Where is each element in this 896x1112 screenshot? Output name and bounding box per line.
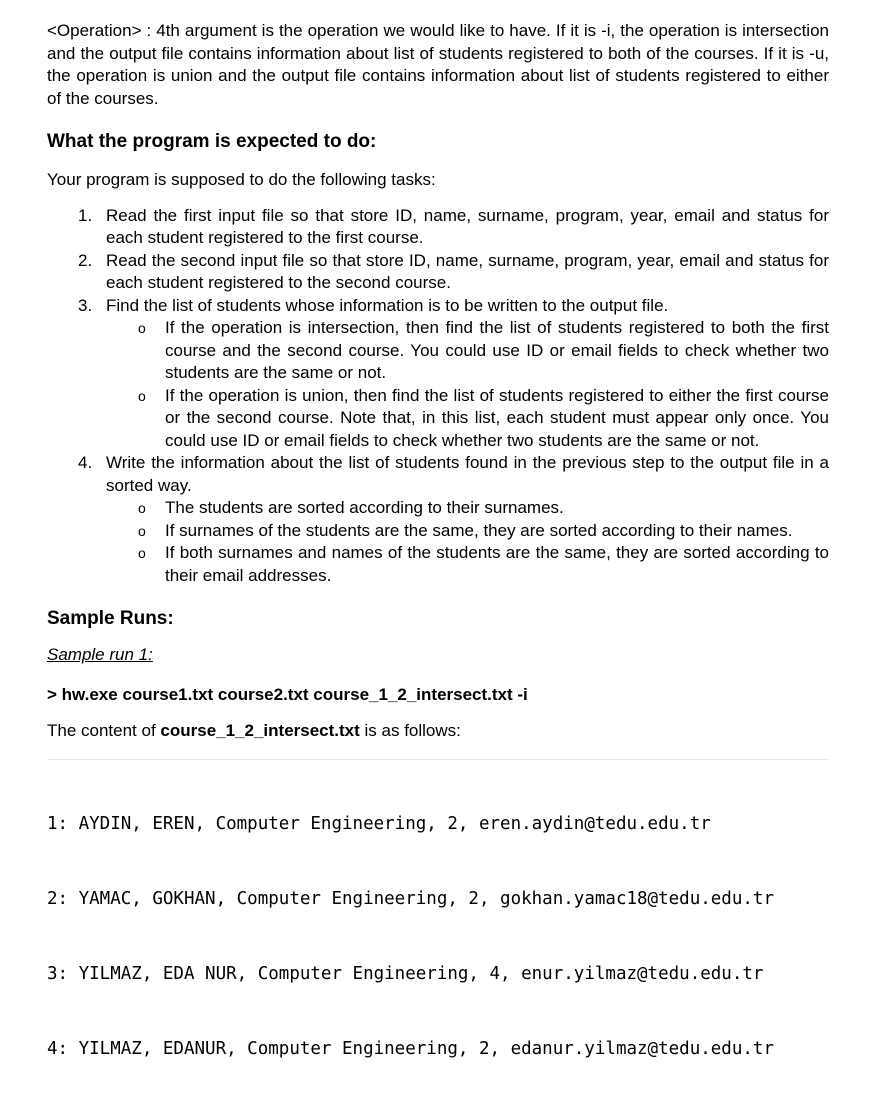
intro-paragraph: <Operation> : 4th argument is the operation we would like to have. If it is -i, the operation is intersection and the output file contains information about list of students registered to both of the courses. If it is -u, the operation is union and the output file contains information about list of students registered to either of the courses. (47, 21, 829, 108)
sub-item: o If surnames of the students are the same, they are sorted according to their names. (106, 520, 829, 543)
output-line: 1: AYDIN, EREN, Computer Engineering, 2, eren.aydin@tedu.edu.tr (47, 813, 711, 834)
task-item: 2. Read the second input file so that store ID, name, surname, program, year, email and status for each student registered to the second course. (78, 250, 829, 292)
output-file-content (47, 759, 829, 1112)
output-line: 2: YAMAC, GOKHAN, Computer Engineering, 2, gokhan.yamac18@tedu.edu.tr (47, 888, 774, 909)
task-text: Find the list of students whose information is to be written to the output file. (106, 295, 669, 315)
output-line: 3: YILMAZ, EDA NUR, Computer Engineering, 4, enur.yilmaz@tedu.edu.tr (47, 963, 764, 984)
output-line: 4: YILMAZ, EDANUR, Computer Engineering, 2, edanur.yilmaz@tedu.edu.tr (47, 1038, 774, 1059)
section-title: What the program is expected to do: (47, 131, 377, 152)
document-page (47, 20, 829, 1112)
circle-bullet-icon: o (138, 545, 146, 561)
task-text: Write the information about the list of students found in the previous step to the output file in a sorted way. (106, 453, 829, 495)
task-list (47, 205, 829, 588)
circle-bullet-icon: o (138, 320, 146, 336)
tasks-intro: Your program is supposed to do the following tasks: (47, 170, 436, 189)
sample-runs-title: Sample Runs: (47, 608, 174, 629)
task-item: 3. Find the list of students whose information is to be written to the output file. o If the operation is intersection, then find the list of students registered to both the first course and the second course. You could use ID or email fields to check whether two students are the same or not. o If the operation is union, then find the list of students registered to either the first course or the second course. Note that, in this list, each student must appear only once. You could use ID or email fields to check whether two students are the same or not. (47, 295, 829, 453)
circle-bullet-icon: o (138, 387, 146, 404)
task-text: Read the first input file so that store ID, name, surname, program, year, email and status for each student registered to the first course. (106, 205, 829, 247)
command-line: > hw.exe course1.txt course2.txt course_1_2_intersect.txt -i (47, 684, 528, 704)
task-item: 4. Write the information about the list of students found in the previous step to the output file in a sorted way. o The students are sorted according to their surnames. o If surnames of the students are the same, they are sorted according to their names. o If both surnames and names of the students are the same, they are sorted according to their email addresses. (47, 452, 829, 587)
sub-item: o If both surnames and names of the students are the same, they are sorted according to their email addresses. (138, 543, 829, 585)
task3-sublist (106, 317, 829, 452)
sub-item: o The students are sorted according to their surnames. (106, 497, 829, 520)
circle-bullet-icon: o (138, 500, 146, 516)
sample-run-subtitle: Sample run 1: (47, 645, 153, 664)
sub-item: o If the operation is union, then find the list of students registered to either the first course or the second course. Note that, in this list, each student must appear only once. You could use ID or email fields to check whether two students are the same or not. (138, 385, 829, 450)
task-item: 1. Read the first input file so that store ID, name, surname, program, year, email and status for each student registered to the first course. (78, 205, 829, 247)
sub-item: o If the operation is intersection, then find the list of students registered to both the first course and the second course. You could use ID or email fields to check whether two students are the same or not. (138, 318, 829, 382)
task4-sublist (106, 497, 829, 587)
output-filename: course_1_2_intersect.txt (160, 721, 360, 740)
task-text: Read the second input file so that store ID, name, surname, program, year, email and status for each student registered to the second course. (106, 250, 829, 292)
circle-bullet-icon: o (138, 522, 146, 539)
content-caption: The content of course_1_2_intersect.txt is as follows: (47, 721, 461, 740)
